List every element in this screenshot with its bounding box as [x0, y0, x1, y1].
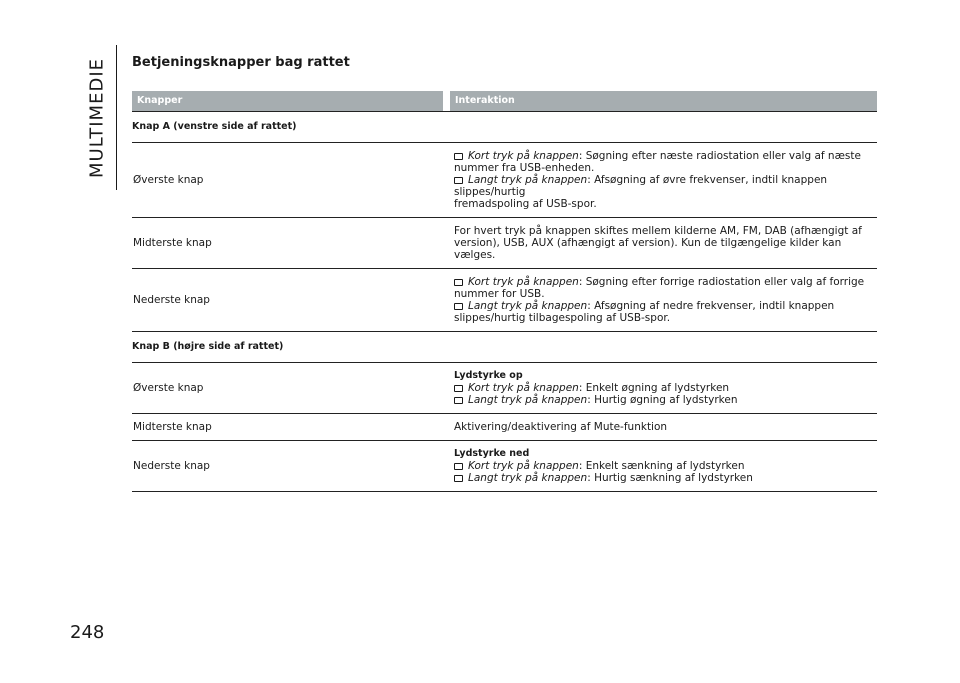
- controls-table: [132, 91, 877, 492]
- row-label: Øverste knap: [133, 174, 204, 186]
- chapter-label: [85, 45, 109, 190]
- header-interaktion: Interaktion: [450, 91, 877, 111]
- page-number: 248: [70, 622, 105, 643]
- group-title-knap-b: Knap B (højre side af rattet): [132, 332, 877, 363]
- group-title-knap-a: Knap A (venstre side af rattet): [132, 112, 877, 143]
- section-title: Betjeningsknapper bag rattet: [132, 55, 350, 70]
- checkbox-bullet-icon: [454, 397, 463, 404]
- row-label: Midterste knap: [133, 237, 212, 249]
- checkbox-bullet-icon: [454, 463, 463, 470]
- chapter-divider: [116, 45, 117, 190]
- table-header: [132, 91, 877, 112]
- row-heading: Lydstyrke op: [454, 370, 523, 381]
- row-heading: Lydstyrke ned: [454, 448, 530, 459]
- table-row: [132, 441, 877, 492]
- checkbox-bullet-icon: [454, 279, 463, 286]
- table-row: [132, 269, 877, 332]
- table-row: [132, 363, 877, 414]
- checkbox-bullet-icon: [454, 177, 463, 184]
- row-interaction: Kort tryk på knappen: Søgning efter næste radiostation eller valg af næste nummer fra USB-enheden. Langt tryk på knappen: Afsøgning af øvre frekvenser, indtil knappen slippes/hurtig fremadspoling af USB-spor.: [454, 150, 861, 210]
- row-interaction: Aktivering/deaktivering af Mute-funktion: [454, 421, 668, 433]
- row-interaction: For hvert tryk på knappen skiftes mellem kilderne AM, FM, DAB (afhængigt af version), USB, AUX (afhængigt af version). Kun de tilgængelige kilder kan vælges.: [454, 225, 862, 261]
- table-row: [132, 414, 877, 441]
- row-label: Nederste knap: [133, 294, 210, 306]
- row-interaction: Lydstyrke op Kort tryk på knappen: Enkelt øgning af lydstyrken Langt tryk på knappen: Hurtig øgning af lydstyrken: [454, 363, 877, 413]
- checkbox-bullet-icon: [454, 475, 463, 482]
- row-label: Øverste knap: [133, 382, 204, 394]
- row-label: Nederste knap: [133, 460, 210, 472]
- row-interaction: Kort tryk på knappen: Søgning efter forrige radiostation eller valg af forrige nummer for USB. Langt tryk på knappen: Afsøgning af nedre frekvenser, indtil knappen slippes/hurtig tilbagespoling af USB-spor.: [454, 276, 865, 324]
- checkbox-bullet-icon: [454, 385, 463, 392]
- row-interaction: Lydstyrke ned Kort tryk på knappen: Enkelt sænkning af lydstyrken Langt tryk på knappen: Hurtig sænkning af lydstyrken: [454, 441, 877, 491]
- checkbox-bullet-icon: [454, 303, 463, 310]
- table-row: [132, 218, 877, 269]
- row-label: Midterste knap: [133, 421, 212, 433]
- chapter-label-text: MULTIMEDIE: [86, 57, 108, 178]
- checkbox-bullet-icon: [454, 153, 463, 160]
- table-row: [132, 143, 877, 218]
- header-knapper: Knapper: [132, 91, 443, 111]
